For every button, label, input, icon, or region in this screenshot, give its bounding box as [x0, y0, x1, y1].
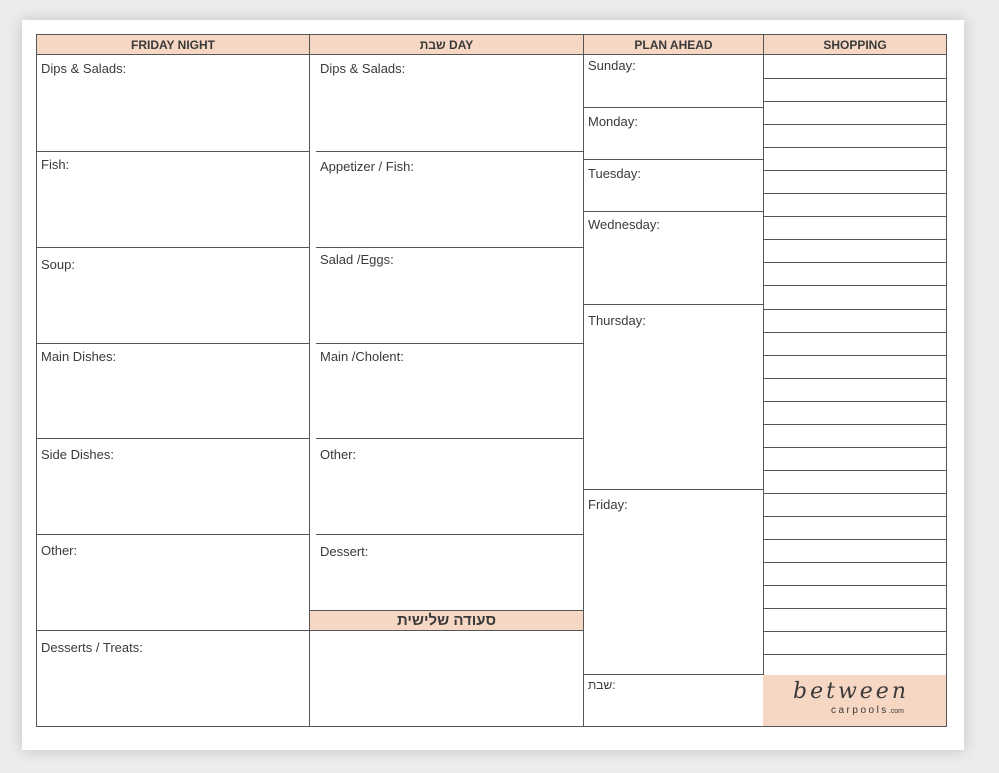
cell-label: Appetizer / Fish:	[320, 159, 414, 174]
cell-label: Main /Cholent:	[320, 349, 404, 364]
shopping-line[interactable]	[763, 101, 946, 102]
shopping-line[interactable]	[763, 424, 946, 425]
cell-label: Friday:	[588, 497, 628, 512]
day-dips-salads[interactable]	[316, 55, 583, 152]
shopping-line[interactable]	[763, 216, 946, 217]
shopping-line[interactable]	[763, 516, 946, 517]
shopping-line[interactable]	[763, 147, 946, 148]
shopping-line[interactable]	[763, 124, 946, 125]
cell-label: Dessert:	[320, 544, 369, 559]
shopping-line[interactable]	[763, 654, 946, 655]
cell-label: Desserts / Treats:	[41, 640, 143, 655]
shopping-line[interactable]	[763, 539, 946, 540]
friday-fish[interactable]	[37, 151, 309, 248]
shopping-line[interactable]	[763, 170, 946, 171]
shopping-line[interactable]	[763, 355, 946, 356]
logo-sub: carpools.com	[831, 705, 904, 716]
friday-side-dishes[interactable]	[37, 438, 309, 535]
cell-label: Dips & Salads:	[320, 61, 406, 76]
shopping-line[interactable]	[763, 470, 946, 471]
cell-label: Soup:	[41, 257, 75, 272]
shopping-line[interactable]	[763, 401, 946, 402]
cell-label: Main Dishes:	[41, 349, 117, 364]
logo-script: between	[793, 679, 909, 704]
shopping-line[interactable]	[763, 285, 946, 286]
day-dessert[interactable]	[316, 534, 583, 611]
shopping-line[interactable]	[763, 447, 946, 448]
shopping-line[interactable]	[763, 493, 946, 494]
shopping-line[interactable]	[763, 262, 946, 263]
shopping-line[interactable]	[763, 332, 946, 333]
cell-label: Salad /Eggs:	[320, 252, 394, 267]
cell-label: Sunday:	[588, 58, 636, 73]
cell-label: Tuesday:	[588, 166, 641, 181]
shopping-line[interactable]	[763, 193, 946, 194]
shopping-line[interactable]	[763, 378, 946, 379]
cell-label: Monday:	[588, 114, 638, 129]
friday-dips-salads[interactable]	[37, 55, 309, 152]
day-appetizer-fish[interactable]	[316, 151, 583, 248]
seudah-shlishis-header: סעודה שלישית	[310, 610, 583, 631]
cell-label: Thursday:	[588, 313, 646, 328]
cell-label: Other:	[320, 447, 357, 462]
plan-thursday[interactable]	[584, 304, 763, 490]
shopping-line[interactable]	[763, 631, 946, 632]
plan-tuesday[interactable]	[584, 159, 763, 212]
cell-label: שבת:	[588, 678, 616, 692]
shopping-line[interactable]	[763, 562, 946, 563]
shopping-line[interactable]	[763, 78, 946, 79]
header-shabbos-day: שבת DAY	[309, 34, 584, 55]
shopping-line[interactable]	[763, 608, 946, 609]
shopping-line[interactable]	[763, 309, 946, 310]
brand-logo	[763, 675, 946, 726]
friday-main-dishes[interactable]	[37, 343, 309, 439]
shopping-line[interactable]	[763, 239, 946, 240]
friday-desserts-treats[interactable]	[37, 630, 309, 726]
header-friday-night: FRIDAY NIGHT	[36, 34, 310, 55]
plan-wednesday[interactable]	[584, 211, 763, 305]
cell-label: Fish:	[41, 157, 70, 172]
friday-other[interactable]	[37, 534, 309, 631]
seudah-shlishis-box[interactable]	[310, 631, 583, 726]
cell-label: Side Dishes:	[41, 447, 114, 462]
cell-label: Wednesday:	[588, 217, 661, 232]
plan-shabbos[interactable]	[584, 674, 763, 726]
cell-label: Dips & Salads:	[41, 61, 127, 76]
header-shopping: SHOPPING	[763, 34, 947, 55]
shopping-line[interactable]	[763, 585, 946, 586]
cell-label: Other:	[41, 543, 78, 558]
column-shopping	[763, 54, 947, 727]
day-main-cholent[interactable]	[316, 343, 583, 439]
plan-friday[interactable]	[584, 489, 763, 675]
plan-sunday[interactable]	[584, 55, 763, 108]
friday-soup[interactable]	[37, 247, 309, 344]
plan-monday[interactable]	[584, 107, 763, 160]
header-plan-ahead: PLAN AHEAD	[583, 34, 764, 55]
day-salad-eggs[interactable]	[316, 247, 583, 344]
day-other[interactable]	[316, 438, 583, 535]
